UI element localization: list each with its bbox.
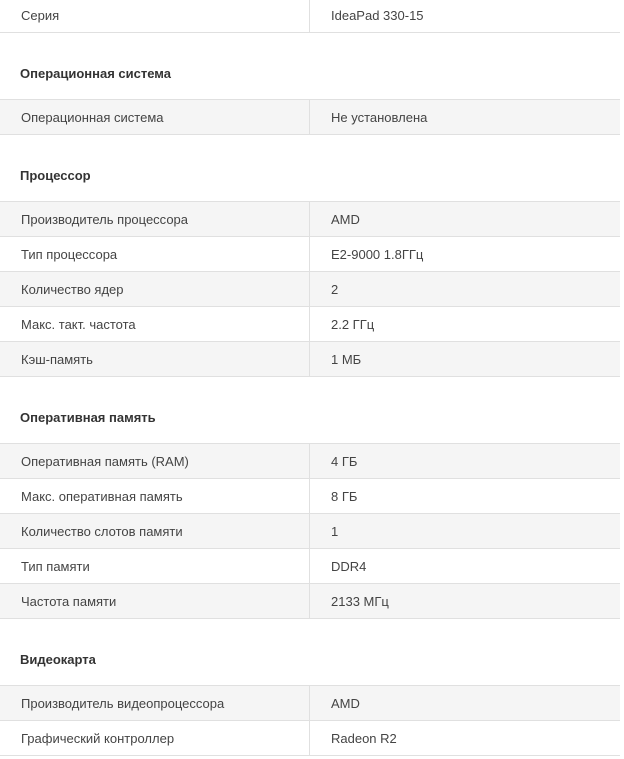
- section-heading-gpu: Видеокарта: [20, 652, 96, 667]
- spec-row: [0, 584, 620, 619]
- spec-label: Серия: [0, 0, 310, 32]
- spec-value: AMD: [331, 211, 360, 227]
- spec-value: 4 ГБ: [331, 453, 358, 469]
- spec-label: Оперативная память (RAM): [0, 444, 310, 478]
- spec-row: [0, 443, 620, 479]
- spec-value: IdeaPad 330-15: [331, 7, 424, 23]
- spec-value: 1 МБ: [331, 351, 362, 367]
- spec-value: Radeon R2: [331, 730, 397, 746]
- spec-label: Производитель видеопроцессора: [0, 686, 310, 720]
- spec-value: DDR4: [331, 558, 367, 574]
- spec-label: Частота памяти: [0, 584, 310, 618]
- spec-row: [0, 307, 620, 342]
- spec-value: 8 ГБ: [331, 488, 358, 504]
- section-heading-os: Операционная система: [20, 66, 171, 81]
- spec-label: Графический контроллер: [0, 721, 310, 755]
- spec-row: [0, 479, 620, 514]
- spec-label: Операционная система: [0, 100, 310, 134]
- spec-value: Не установлена: [331, 109, 428, 125]
- spec-label: Тип процессора: [0, 237, 310, 271]
- spec-row: [0, 549, 620, 584]
- spec-row: [0, 201, 620, 237]
- spec-row: [0, 237, 620, 272]
- spec-value: E2-9000 1.8ГГц: [331, 246, 424, 262]
- spec-value: 1: [331, 523, 339, 539]
- section-heading-cpu: Процессор: [20, 168, 91, 183]
- spec-row: [0, 514, 620, 549]
- spec-value: 2: [331, 281, 339, 297]
- spec-value: 2133 МГц: [331, 593, 389, 609]
- spec-label: Производитель процессора: [0, 202, 310, 236]
- spec-row: [0, 342, 620, 377]
- spec-row: [0, 272, 620, 307]
- spec-row: [0, 721, 620, 756]
- spec-label: Количество ядер: [0, 272, 310, 306]
- section-heading-ram: Оперативная память: [20, 410, 156, 425]
- spec-value: AMD: [331, 695, 360, 711]
- spec-label: Тип памяти: [0, 549, 310, 583]
- spec-value: 2.2 ГГц: [331, 316, 375, 332]
- spec-row: [0, 685, 620, 721]
- spec-label: Кэш-память: [0, 342, 310, 376]
- spec-row-series: [0, 0, 620, 33]
- spec-row: [0, 99, 620, 135]
- spec-label: Макс. такт. частота: [0, 307, 310, 341]
- spec-label: Макс. оперативная память: [0, 479, 310, 513]
- spec-label: Количество слотов памяти: [0, 514, 310, 548]
